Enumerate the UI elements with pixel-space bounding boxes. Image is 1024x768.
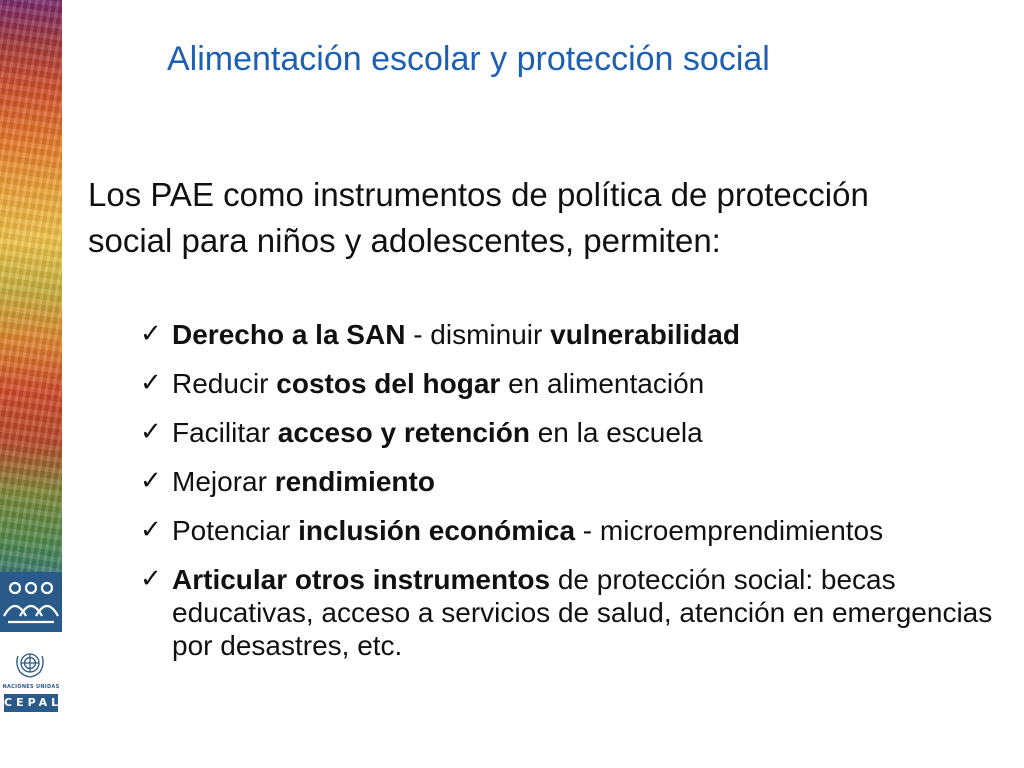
cepal-label: CEPAL [4, 694, 58, 712]
bullet-text-bold: rendimiento [274, 466, 435, 497]
intro-text: Los PAE como instrumentos de política de protección social para niños y adolescentes, permiten: [88, 176, 869, 259]
bullet-item [134, 563, 994, 662]
bullet-item [134, 367, 994, 400]
checkmark-icon: ✓ [140, 466, 162, 496]
bullet-item [134, 318, 994, 351]
bullet-list [134, 318, 994, 678]
bullet-item [134, 514, 994, 547]
bullet-text-bold: vulnerabilidad [550, 319, 740, 350]
bullet-text: - disminuir [405, 319, 551, 350]
checkmark-icon: ✓ [140, 319, 162, 349]
bullet-text: Potenciar [172, 515, 299, 546]
checkmark-icon: ✓ [140, 368, 162, 398]
un-emblem-icon [12, 648, 48, 680]
bullet-text-bold: Derecho a la SAN [172, 319, 406, 350]
checkmark-icon: ✓ [140, 515, 162, 545]
bullet-item [134, 416, 994, 449]
bullet-text: - microemprendimientos [575, 515, 884, 546]
bullet-text: Reducir [172, 368, 277, 399]
bullet-text: Mejorar [172, 466, 275, 497]
checkmark-icon: ✓ [140, 417, 162, 447]
bullet-text-bold: costos del hogar [276, 368, 501, 399]
decorative-side-band [0, 0, 62, 632]
bullet-text: Facilitar [172, 417, 278, 448]
slide-title: Alimentación escolar y protección social [167, 40, 770, 78]
people-circle-logo-icon [0, 572, 62, 632]
bullet-text-bold: inclusión económica [298, 515, 576, 546]
un-label: NACIONES UNIDAS [2, 684, 60, 690]
bullet-text-bold: Articular otros instrumentos [172, 564, 551, 595]
checkmark-icon: ✓ [140, 564, 162, 594]
bullet-item [134, 465, 994, 498]
bullet-text: de protección social: becas educativas, acceso a servicios de salud, atención en emergencias por desastres, etc. [172, 564, 993, 661]
bullet-text: en alimentación [500, 368, 705, 399]
bullet-text: en la escuela [529, 417, 703, 448]
bullet-text-bold: acceso y retención [277, 417, 530, 448]
